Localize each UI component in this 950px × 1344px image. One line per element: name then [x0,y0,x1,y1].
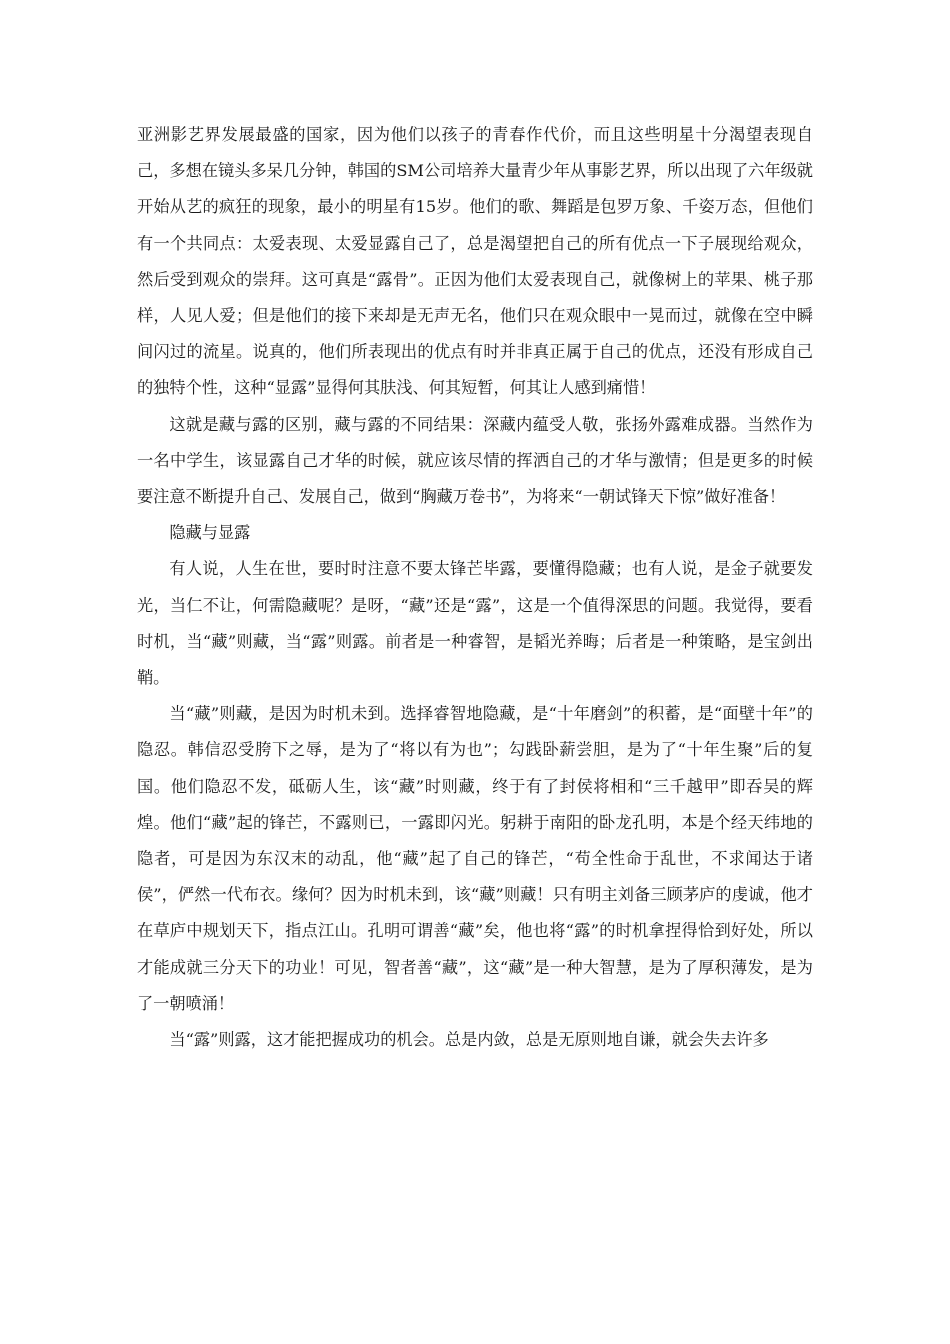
paragraph-4: 当“藏”则藏，是因为时机未到。选择睿智地隐藏，是“十年磨剑”的积蓄，是“面壁十年”的隐忍。韩信忍受胯下之辱，是为了“将以有为也”；勾践卧薪尝胆，是为了“十年生聚”后的复国。他们隐忍不发，砥砺人生，该“藏”时则藏，终于有了封侯将相和“三千越甲”即吞吴的辉煌。他们“藏”起的锋芒，不露则已，一露即闪光。躬耕于南阳的卧龙孔明，本是个经天纬地的隐者，可是因为东汉末的动乱，他“藏”起了自己的锋芒，“苟全性命于乱世，不求闻达于诸侯”，俨然一代布衣。缘何？因为时机未到，该“藏”则藏！只有明主刘备三顾茅庐的虔诚，他才在草庐中规划天下，指点江山。孔明可谓善“藏”矣，他也将“露”的时机拿捏得恰到好处，所以才能成就三分天下的功业！可见，智者善“藏”，这“藏”是一种大智慧，是为了厚积薄发，是为了一朝喷涌！ [137,704,813,1013]
paragraph-5-partial: 当“露”则露，这才能把握成功的机会。总是内敛，总是无原则地自谦，就会失去许多 [169,1030,769,1050]
paragraph-3: 有人说，人生在世，要时时注意不要太锋芒毕露，要懂得隐藏；也有人说，是金子就要发光，当仁不让，何需隐藏呢？是呀，“藏”还是“露”，这是一个值得深思的问题。我觉得，要看时机，当“藏”则藏，当“露”则露。前者是一种睿智，是韬光养晦；后者是一种策略，是宝剑出鞘。 [137,559,813,688]
essay-title: 隐藏与显露 [169,523,251,543]
document-body [137,117,813,1058]
paragraph-2: 这就是藏与露的区别，藏与露的不同结果：深藏内蕴受人敬，张扬外露难成器。当然作为一名中学生，该显露自己才华的时候，就应该尽情的挥洒自己的才华与激情；但是更多的时候要注意不断提升自己、发展自己，做到“胸藏万卷书”，为将来“一朝试锋天下惊”做好准备！ [137,414,813,507]
paragraph-1-continued: 亚洲影艺界发展最盛的国家，因为他们以孩子的青春作代价，而且这些明星十分渴望表现自己，多想在镜头多呆几分钟，韩国的SM公司培养大量青少年从事影艺界，所以出现了六年级就开始从艺的疯狂的现象，最小的明星有15岁。他们的歌、舞蹈是包罗万象、千姿万态，但他们有一个共同点：太爱表现、太爱显露自己了，总是渴望把自己的所有优点一下子展现给观众，然后受到观众的崇拜。这可真是“露骨”。正因为他们太爱表现自己，就像树上的苹果、桃子那样，人见人爱；但是他们的接下来却是无声无名，他们只在观众眼中一晃而过，就像在空中瞬间闪过的流星。说真的，他们所表现出的优点有时并非真正属于自己的优点，还没有形成自己的独特个性，这种“显露”显得何其肤浅、何其短暂，何其让人感到痛惜！ [137,125,813,398]
